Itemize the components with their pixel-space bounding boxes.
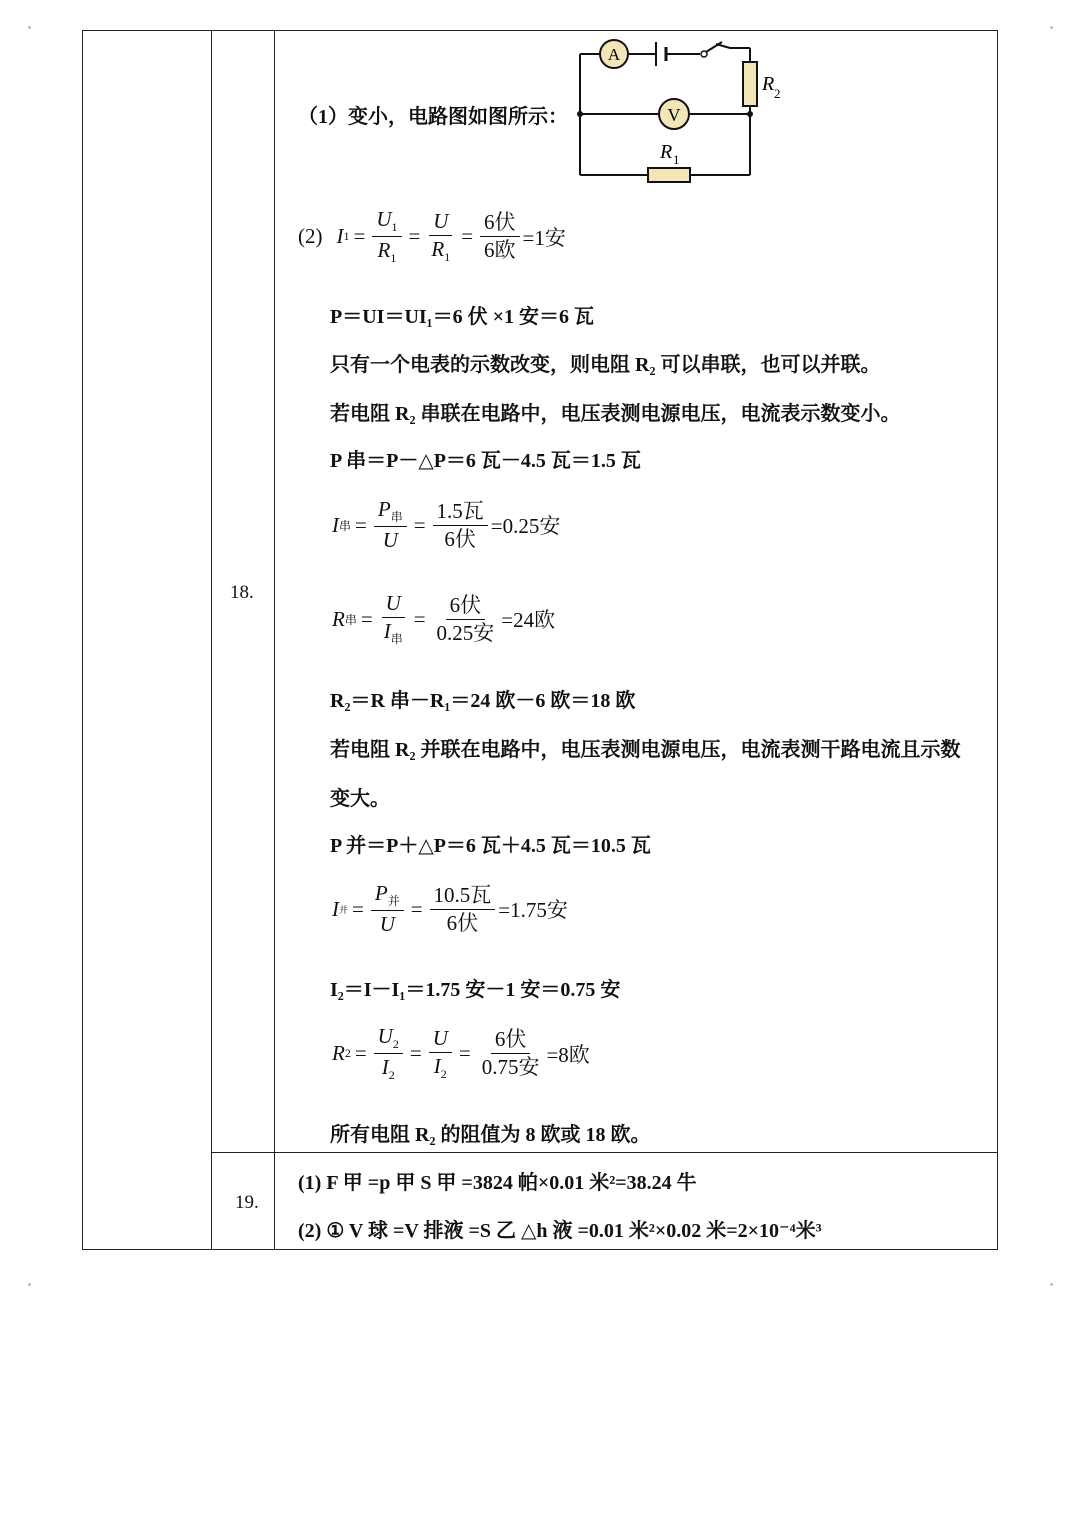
scan-mark [28, 26, 31, 29]
junction-dot [747, 111, 753, 117]
resistor-r1-icon [648, 168, 690, 182]
fraction [430, 884, 496, 935]
eq-lhs-sub: 串 [344, 612, 357, 627]
part1-answer: （1）变小，电路图如图所示： [298, 106, 568, 128]
frac-den: 0.25安 [436, 620, 495, 645]
fraction [374, 1025, 403, 1083]
table-border-right [997, 30, 998, 1250]
equation-i-series: I 串 = $\frac{P_串}{U}$ = $\frac{\text{1.5瓦}}{\text{6伏}}$ =0.25安 [332, 497, 561, 553]
fraction [433, 500, 488, 551]
frac-den: 0.75安 [481, 1055, 540, 1080]
frac-den-sub: 2 [388, 1068, 395, 1083]
q19-part1: (1) F 甲 =p 甲 S 甲 =3824 帕×0.01 米²=38.24 牛 [298, 1172, 697, 1194]
r2-series-line: R₂＝R 串－R₁＝24 欧－6 欧＝18 欧 [330, 690, 636, 712]
fraction [372, 208, 401, 266]
eq-result: =24欧 [501, 608, 556, 633]
eq-result: =1安 [522, 225, 566, 250]
frac-den: U [382, 528, 398, 553]
frac-num: U [432, 1025, 448, 1050]
row-separator [211, 1152, 998, 1153]
eq-lhs-sub: 串 [339, 518, 352, 533]
frac-num-sub: 串 [390, 510, 403, 525]
ammeter-label: A [607, 45, 621, 64]
eq-lhs-sub: 2 [344, 1046, 351, 1061]
equation-r-series: R 串 = $\frac{U}{I_串}$ = $\frac{\text{6伏}}{\text{0.25安}}$ =24欧 [332, 591, 556, 647]
fraction [478, 1028, 544, 1079]
fraction [380, 592, 407, 646]
q19-part2: (2) ① V 球 =V 排液 =S 乙 △h 液 =0.01 米²×0.02 米=2×10⁻⁴米³ [298, 1220, 822, 1242]
i2-line: I₂＝I－I₁＝1.75 安－1 安＝0.75 安 [330, 979, 621, 1001]
equation-i1: (2) I 1 = $\frac{U_1}{R_1}$ = $\frac{U}{R_1}$ = $\frac{\text{6伏}}{\text{6欧}}$ =1安 [298, 207, 566, 266]
scan-mark [1050, 1283, 1053, 1286]
part2-prefix: (2) [298, 224, 323, 249]
frac-den: R [377, 238, 391, 263]
parallel-case-line-2: 变大。 [330, 788, 390, 810]
r1-label: R [660, 141, 673, 163]
frac-den: I [433, 1053, 441, 1078]
frac-num: 10.5瓦 [430, 884, 496, 910]
frac-den-sub: 串 [390, 632, 403, 647]
frac-den: R [431, 236, 445, 261]
switch-icon [701, 42, 722, 57]
fraction [371, 882, 404, 936]
eq-lhs: I [336, 224, 344, 249]
question-number-19: 19. [235, 1192, 259, 1213]
eq-lhs-sub: 1 [343, 229, 350, 244]
frac-den-sub: 2 [440, 1066, 447, 1081]
r1-label-subscript: 1 [673, 152, 680, 167]
parallel-case-line-1: 若电阻 R₂ 并联在电路中，电压表测电源电压，电流表测干路电流且示数 [330, 739, 961, 761]
frac-num: U [377, 1024, 393, 1048]
table-border-left [82, 30, 83, 1250]
frac-num-sub: 2 [392, 1037, 399, 1052]
circuit-diagram [570, 30, 800, 190]
junction-dot [577, 111, 583, 117]
eq-lhs-sub: 并 [339, 904, 349, 915]
fraction [429, 1027, 452, 1081]
frac-den: U [379, 912, 395, 937]
r2-label: R [762, 73, 775, 95]
fraction [427, 210, 454, 264]
frac-den: 6伏 [444, 526, 476, 551]
frac-den-sub: 1 [444, 249, 451, 264]
question-number-18: 18. [230, 582, 254, 603]
frac-num-sub: 1 [391, 220, 398, 235]
frac-num: P [374, 881, 388, 905]
frac-num: 6伏 [491, 1028, 531, 1054]
eq-lhs: I [332, 512, 339, 537]
frac-num: 6伏 [446, 594, 486, 620]
table-border-top [82, 30, 998, 31]
p-parallel-line: P 并＝P＋△P＝6 瓦＋4.5 瓦＝10.5 瓦 [330, 835, 651, 857]
p-series-line: P 串＝P－△P＝6 瓦－4.5 瓦＝1.5 瓦 [330, 450, 641, 472]
frac-num: 1.5瓦 [433, 500, 488, 526]
eq-result: =0.25安 [490, 514, 561, 539]
eq-result: =1.75安 [498, 898, 568, 923]
scan-mark [28, 1283, 31, 1286]
table-divider-2 [274, 30, 275, 1250]
scan-mark [1050, 26, 1053, 29]
frac-den: I [383, 619, 391, 644]
frac-num-sub: 并 [387, 894, 400, 909]
battery-icon [656, 42, 666, 66]
eq-result: =8欧 [546, 1042, 590, 1067]
fraction [433, 594, 499, 645]
equation-i-parallel: I 并 = $\frac{P_并}{U}$ = $\frac{\text{10.5瓦}}{\text{6伏}}$ =1.75安 [332, 881, 568, 937]
equation-r2: R 2 = $\frac{U_2}{I_2}$ = $\frac{U}{I_2}$ = $\frac{\text{6伏}}{\text{0.75安}}$ =8欧 [332, 1024, 590, 1083]
series-case-line: 若电阻 R₂ 串联在电路中，电压表测电源电压，电流表示数变小。 [330, 403, 901, 425]
frac-den: 6伏 [446, 910, 479, 935]
frac-num: P [377, 497, 391, 521]
power-line: P＝UI＝UI₁＝6 伏 ×1 安＝6 瓦 [330, 306, 595, 328]
frac-den: I [381, 1055, 389, 1080]
eq-lhs: I [332, 896, 339, 921]
frac-den: 6欧 [484, 238, 516, 263]
r2-label-subscript: 2 [774, 86, 781, 101]
conclusion-line: 所有电阻 R₂ 的阻值为 8 欧或 18 欧。 [330, 1124, 651, 1146]
resistor-r2-icon [743, 62, 757, 106]
eq-lhs: R [332, 606, 345, 631]
frac-den-sub: 1 [390, 251, 397, 266]
one-meter-line: 只有一个电表的示数改变，则电阻 R₂ 可以串联，也可以并联。 [330, 354, 881, 376]
frac-num: U [385, 591, 401, 615]
frac-num: 6伏 [480, 211, 520, 237]
frac-num: U [433, 208, 449, 233]
table-divider-1 [211, 30, 212, 1250]
eq-lhs: R [332, 1041, 345, 1066]
frac-num: U [376, 207, 392, 231]
voltmeter-label: V [667, 105, 681, 125]
table-border-bottom [82, 1249, 998, 1250]
fraction [374, 498, 407, 552]
fraction [480, 211, 520, 262]
